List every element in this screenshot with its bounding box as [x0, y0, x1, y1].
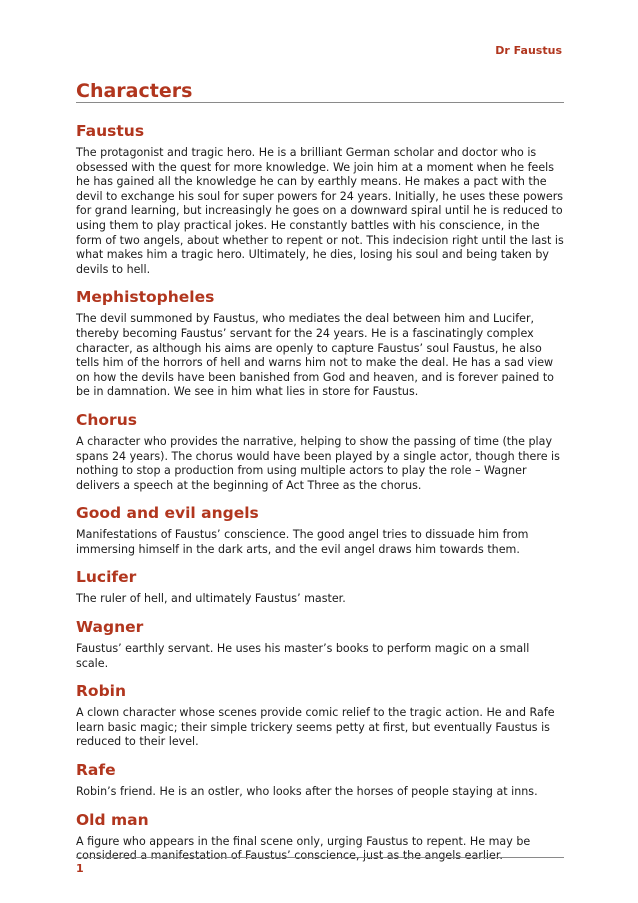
section-text: A figure who appears in the final scene only, urging Faustus to repent. He may be considered a manifestation of Faustus’ conscience, just as the angels earlier.: [76, 834, 531, 863]
section-text: Robin’s friend. He is an ostler, who looks after the horses of people staying at inns.: [76, 785, 538, 799]
section-heading: Wagner: [76, 618, 144, 637]
section-heading: Mephistopheles: [76, 288, 215, 307]
section-rafe: [76, 761, 564, 800]
section-lucifer: [76, 568, 564, 607]
page-title: Characters: [76, 80, 193, 102]
section-text: The protagonist and tragic hero. He is a brilliant German scholar and doctor who is obsessed with the quest for more knowledge. We join him at a moment when he feels he has gained all the knowledge he can by earthly means. He makes a pact with the devil to exchange his soul for super powers for 24 years. Initially, he uses these powers for grand learning, but increasingly he goes on a downward spiral until he is reduced to using them to play practical jokes. He constantly battles with his conscience, in the form of two angels, about whether to repent or not. This indecision right until the last is what makes him a tragic hero. Ultimately, he dies, losing his soul and being taken by devils to hell.: [76, 146, 564, 276]
section-chorus: [76, 411, 564, 493]
section-heading: Chorus: [76, 410, 137, 429]
section-text: Faustus’ earthly servant. He uses his master’s books to perform magic on a small scale.: [76, 642, 530, 670]
section-text: A clown character whose scenes provide comic relief to the tragic action. He and Rafe learn basic magic; their simple trickery seems petty at first, but eventually Faustus is reduced to their level.: [76, 706, 555, 749]
section-wagner: [76, 618, 564, 671]
section-mephistopheles: [76, 288, 564, 400]
section-text: A character who provides the narrative, helping to show the passing of time (the play spans 24 years). The chorus would have been played by a single actor, though there is nothing to stop a production from using multiple actors to play the role – Wagner delivers a speech at the beginning of Act Three as the chorus.: [76, 434, 560, 492]
running-header: Dr Faustus: [495, 44, 562, 57]
section-heading: Good and evil angels: [76, 504, 259, 523]
section-text: The ruler of hell, and ultimately Faustus’ master.: [76, 592, 346, 606]
section-text: The devil summoned by Faustus, who mediates the deal between him and Lucifer, thereby becoming Faustus’ servant for the 24 years. He is a fascinatingly complex character, as although his aims are openly to capture Faustus’ soul Faustus, he also tells him of the horrors of hell and warns him not to make the deal. He has a sad view on how the devils have been banished from God and heaven, and is forever pained to be in damnation. We see in him what lies in store for Faustus.: [76, 312, 554, 399]
section-heading: Old man: [76, 810, 149, 829]
title-divider: [76, 102, 564, 103]
section-text: Manifestations of Faustus’ conscience. The good angel tries to dissuade him from immersing himself in the dark arts, and the evil angel draws him towards them.: [76, 528, 529, 556]
section-heading: Robin: [76, 682, 127, 701]
section-heading: Lucifer: [76, 568, 137, 587]
section-old-man: [76, 811, 564, 864]
section-heading: Faustus: [76, 122, 145, 140]
section-good-and-evil-angels: [76, 504, 564, 557]
section-robin: [76, 682, 564, 750]
page-number: 1: [76, 862, 84, 875]
section-faustus: [76, 122, 564, 277]
section-heading: Rafe: [76, 761, 116, 780]
characters-list: [76, 122, 564, 875]
footer-divider: [76, 857, 564, 858]
